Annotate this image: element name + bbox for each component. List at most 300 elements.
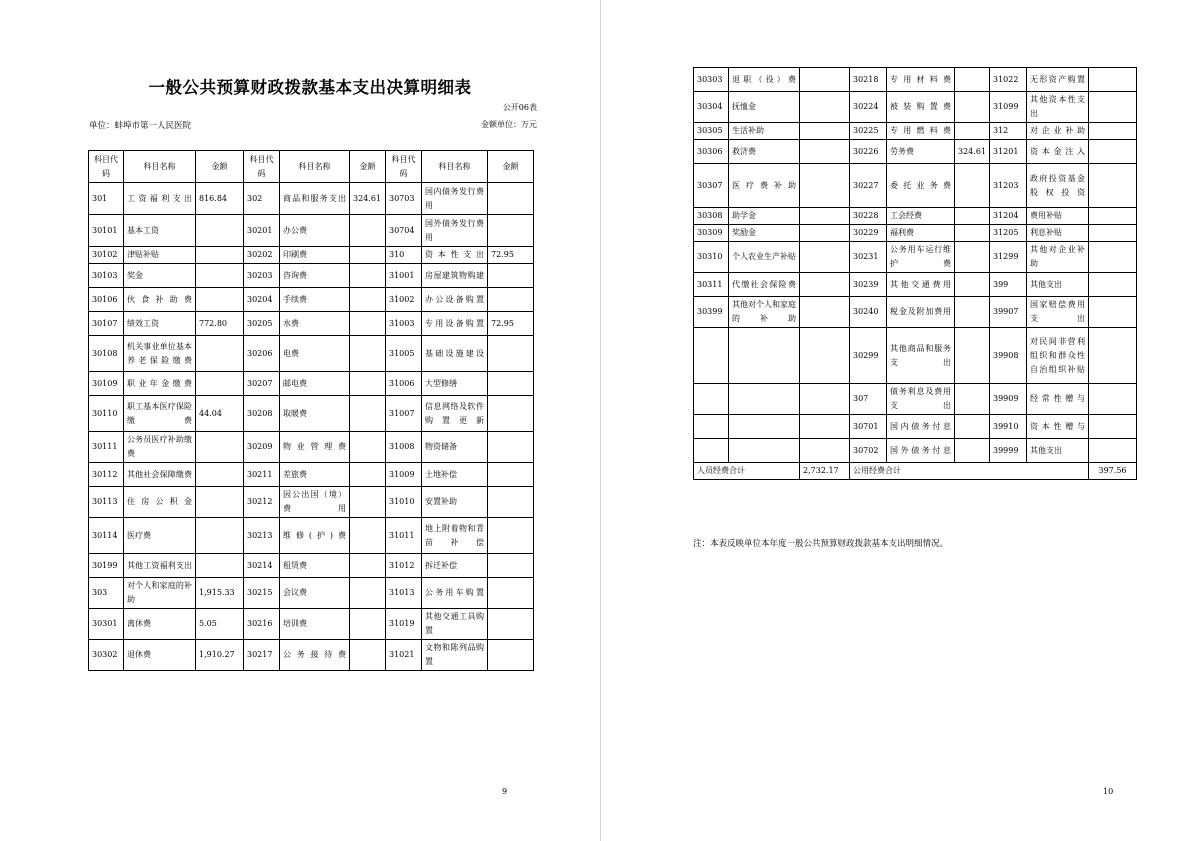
subject-name-cell: 差旅费 <box>280 463 350 487</box>
public-total-value: 397.56 <box>1089 463 1137 480</box>
amount-cell <box>1089 439 1137 463</box>
subject-name-cell: 基础设施建设 <box>422 336 488 372</box>
table-row <box>89 640 534 671</box>
subject-code-cell: 30231 <box>850 242 887 273</box>
subject-code-cell: 31005 <box>386 336 422 372</box>
subject-code-cell: 310 <box>386 247 422 264</box>
subject-code-cell: 30207 <box>244 372 280 396</box>
subject-code-cell: 30102 <box>89 247 124 264</box>
table-row <box>694 328 1137 384</box>
subject-name-cell: 住房公积金 <box>124 487 196 518</box>
subject-name-cell: 经常性赠与 <box>1027 384 1089 415</box>
amount-cell <box>350 609 386 640</box>
report-title: 一般公共预算财政拨款基本支出决算明细表 <box>148 78 472 97</box>
header-cell: 金额 <box>350 151 386 183</box>
subject-code-cell: 31012 <box>386 554 422 578</box>
header-cell: 金额 <box>488 151 534 183</box>
amount-cell <box>955 273 990 297</box>
personnel-total-value: 2,732.17 <box>800 463 850 480</box>
subject-name-cell: 咨询费 <box>280 264 350 288</box>
subject-name-cell: 国内债务付息 <box>887 415 955 439</box>
subject-code-cell: 30107 <box>89 312 124 336</box>
table-row <box>89 518 534 554</box>
table-row <box>694 208 1137 225</box>
subject-name-cell: 水费 <box>280 312 350 336</box>
subject-code-cell: 30228 <box>850 208 887 225</box>
amount-cell <box>350 336 386 372</box>
subject-name-cell: 助学金 <box>729 208 800 225</box>
table-row <box>89 312 534 336</box>
amount-cell <box>1089 242 1137 273</box>
subject-code-cell: 30113 <box>89 487 124 518</box>
subject-name-cell: 税金及附加费用 <box>887 297 955 328</box>
subject-name-cell: 国外债务付息 <box>887 439 955 463</box>
subject-code-cell: 30299 <box>850 328 887 384</box>
amount-cell: 5.05 <box>196 609 244 640</box>
totals-row <box>694 463 1137 480</box>
amount-unit: 金额单位：万元 <box>481 120 537 129</box>
subject-code-cell: 30226 <box>850 140 887 164</box>
amount-cell <box>955 415 990 439</box>
table-row <box>694 68 1137 92</box>
subject-code-cell: 30214 <box>244 554 280 578</box>
subject-code-cell: 30212 <box>244 487 280 518</box>
subject-code-cell: 30311 <box>694 273 729 297</box>
header-cell: 金额 <box>196 151 244 183</box>
amount-cell <box>800 439 850 463</box>
subject-code-cell: 30101 <box>89 215 124 247</box>
subject-name-cell: 资本性支出 <box>422 247 488 264</box>
subject-name-cell: 费用补贴 <box>1027 208 1089 225</box>
amount-cell <box>196 264 244 288</box>
amount-cell <box>1089 415 1137 439</box>
subject-code-cell: 31002 <box>386 288 422 312</box>
amount-cell <box>196 336 244 372</box>
subject-code-cell: 301 <box>89 183 124 215</box>
amount-cell <box>488 264 534 288</box>
subject-name-cell: 基本工资 <box>124 215 196 247</box>
subject-name-cell: 公务用车运行维护费 <box>887 242 955 273</box>
amount-cell <box>800 164 850 208</box>
table-row <box>694 92 1137 123</box>
subject-name-cell: 抚恤金 <box>729 92 800 123</box>
amount-cell <box>1089 123 1137 140</box>
amount-cell <box>1089 225 1137 242</box>
amount-cell: 816.84 <box>196 183 244 215</box>
subject-code-cell: 31205 <box>990 225 1027 242</box>
amount-cell <box>488 288 534 312</box>
subject-code-cell: 30114 <box>89 518 124 554</box>
subject-code-cell: 30216 <box>244 609 280 640</box>
table-row <box>694 415 1137 439</box>
amount-cell <box>350 487 386 518</box>
amount-cell <box>1089 328 1137 384</box>
subject-name-cell: 商品和服务支出 <box>280 183 350 215</box>
subject-name-cell: 工资福利支出 <box>124 183 196 215</box>
header-cell: 科目代码 <box>386 151 422 183</box>
table-row <box>694 384 1137 415</box>
subject-name-cell: 机关事业单位基本养老保险缴费 <box>124 336 196 372</box>
subject-name-cell: 信息网络及软件购置更新 <box>422 396 488 432</box>
subject-name-cell: 职业年金缴费 <box>124 372 196 396</box>
subject-code-cell: 30208 <box>244 396 280 432</box>
subject-name-cell: 其他资本性支出 <box>1027 92 1089 123</box>
subject-code-cell: 30112 <box>89 463 124 487</box>
amount-cell <box>350 554 386 578</box>
amount-cell <box>350 463 386 487</box>
subject-name-cell: 伙食补助费 <box>124 288 196 312</box>
amount-cell <box>800 297 850 328</box>
subject-code-cell: 31007 <box>386 396 422 432</box>
subject-name-cell: 资本金注入 <box>1027 140 1089 164</box>
amount-cell <box>488 487 534 518</box>
subject-code-cell: 39909 <box>990 384 1027 415</box>
subject-name-cell: 公务员医疗补助缴费 <box>124 432 196 463</box>
subject-name-cell: 取暖费 <box>280 396 350 432</box>
subject-name-cell <box>729 439 800 463</box>
subject-code-cell: 30309 <box>694 225 729 242</box>
amount-cell <box>350 247 386 264</box>
subject-code-cell: 30224 <box>850 92 887 123</box>
subject-name-cell: 安置补助 <box>422 487 488 518</box>
subject-name-cell: 对企业补助 <box>1027 123 1089 140</box>
subject-code-cell: 31011 <box>386 518 422 554</box>
amount-cell <box>350 215 386 247</box>
table-row <box>89 432 534 463</box>
subject-name-cell: 国外债务发行费用 <box>422 215 488 247</box>
amount-cell <box>350 288 386 312</box>
subject-name-cell: 文物和陈列品购置 <box>422 640 488 671</box>
subject-code-cell <box>694 415 729 439</box>
subject-code-cell: 39910 <box>990 415 1027 439</box>
amount-cell <box>1089 140 1137 164</box>
subject-code-cell: 30111 <box>89 432 124 463</box>
subject-code-cell: 30106 <box>89 288 124 312</box>
amount-cell <box>1089 297 1137 328</box>
subject-code-cell: 30202 <box>244 247 280 264</box>
subject-name-cell: 物业管理费 <box>280 432 350 463</box>
amount-cell: 72.95 <box>488 247 534 264</box>
table-row <box>89 288 534 312</box>
subject-code-cell: 30310 <box>694 242 729 273</box>
subject-name-cell: 无形资产购置 <box>1027 68 1089 92</box>
subject-name-cell: 利息补贴 <box>1027 225 1089 242</box>
table-header-row <box>89 151 534 183</box>
subject-name-cell: 电费 <box>280 336 350 372</box>
amount-cell <box>350 640 386 671</box>
public-total-label: 公用经费合计 <box>850 463 1089 480</box>
subject-code-cell: 30109 <box>89 372 124 396</box>
subject-code-cell: 30217 <box>244 640 280 671</box>
subject-code-cell: 303 <box>89 578 124 609</box>
subject-name-cell: 房屋建筑物购建 <box>422 264 488 288</box>
amount-cell: 324.61 <box>955 140 990 164</box>
subject-code-cell: 31021 <box>386 640 422 671</box>
table-row <box>89 609 534 640</box>
subject-name-cell: 手续费 <box>280 288 350 312</box>
subject-name-cell: 绩效工资 <box>124 312 196 336</box>
subject-code-cell: 30704 <box>386 215 422 247</box>
table-row <box>694 140 1137 164</box>
amount-cell <box>196 463 244 487</box>
page-number-right: 10 <box>1103 787 1114 796</box>
subject-code-cell: 30199 <box>89 554 124 578</box>
table-row <box>89 247 534 264</box>
page-number-left: 9 <box>502 787 508 796</box>
subject-name-cell: 大型修缮 <box>422 372 488 396</box>
amount-cell <box>196 215 244 247</box>
subject-code-cell: 30399 <box>694 297 729 328</box>
subject-name-cell: 邮电费 <box>280 372 350 396</box>
amount-cell <box>955 92 990 123</box>
expenditure-table-right <box>693 67 1137 480</box>
subject-name-cell: 维修(护)费 <box>280 518 350 554</box>
amount-cell <box>488 183 534 215</box>
amount-cell <box>196 288 244 312</box>
subject-name-cell: 奖励金 <box>729 225 800 242</box>
subject-name-cell <box>729 415 800 439</box>
subject-code-cell: 31299 <box>990 242 1027 273</box>
amount-cell <box>800 208 850 225</box>
amount-cell <box>350 578 386 609</box>
amount-cell: 772.80 <box>196 312 244 336</box>
amount-cell <box>196 432 244 463</box>
subject-code-cell: 30301 <box>89 609 124 640</box>
amount-cell <box>955 242 990 273</box>
subject-name-cell: 专用材料费 <box>887 68 955 92</box>
subject-name-cell: 福利费 <box>887 225 955 242</box>
amount-cell <box>800 415 850 439</box>
subject-name-cell: 资本性赠与 <box>1027 415 1089 439</box>
table-row <box>694 439 1137 463</box>
amount-cell <box>196 554 244 578</box>
subject-name-cell: 公务接待费 <box>280 640 350 671</box>
subject-name-cell: 专用燃料费 <box>887 123 955 140</box>
amount-cell <box>955 225 990 242</box>
amount-cell <box>800 68 850 92</box>
subject-code-cell: 30225 <box>850 123 887 140</box>
table-row <box>89 554 534 578</box>
subject-code-cell: 31009 <box>386 463 422 487</box>
subject-code-cell: 30227 <box>850 164 887 208</box>
subject-code-cell: 307 <box>850 384 887 415</box>
amount-cell <box>196 372 244 396</box>
subject-name-cell: 个人农业生产补贴 <box>729 242 800 273</box>
subject-code-cell: 30302 <box>89 640 124 671</box>
table-row <box>89 264 534 288</box>
amount-cell <box>488 432 534 463</box>
table-row <box>89 336 534 372</box>
subject-code-cell: 30211 <box>244 463 280 487</box>
amount-cell <box>1089 164 1137 208</box>
subject-code-cell: 399 <box>990 273 1027 297</box>
subject-name-cell: 公务用车购置 <box>422 578 488 609</box>
subject-name-cell: 工会经费 <box>887 208 955 225</box>
subject-name-cell: 租赁费 <box>280 554 350 578</box>
subject-code-cell: 31008 <box>386 432 422 463</box>
subject-name-cell: 委托业务费 <box>887 164 955 208</box>
table-row <box>89 487 534 518</box>
table-row <box>694 225 1137 242</box>
header-cell: 科目代码 <box>89 151 124 183</box>
subject-name-cell: 离休费 <box>124 609 196 640</box>
subject-name-cell: 专用设备购置 <box>422 312 488 336</box>
amount-cell <box>955 439 990 463</box>
amount-cell <box>488 396 534 432</box>
subject-code-cell: 39908 <box>990 328 1027 384</box>
subject-name-cell: 津贴补贴 <box>124 247 196 264</box>
amount-cell <box>1089 68 1137 92</box>
subject-name-cell: 其他工资福利支出 <box>124 554 196 578</box>
subject-code-cell: 30103 <box>89 264 124 288</box>
subject-name-cell: 其他交通工具购置 <box>422 609 488 640</box>
subject-code-cell: 31001 <box>386 264 422 288</box>
subject-code-cell: 30203 <box>244 264 280 288</box>
subject-code-cell: 30201 <box>244 215 280 247</box>
subject-name-cell: 其他社会保障缴费 <box>124 463 196 487</box>
amount-cell <box>1089 92 1137 123</box>
subject-code-cell: 30204 <box>244 288 280 312</box>
amount-cell <box>488 518 534 554</box>
table-row <box>694 123 1137 140</box>
subject-name-cell: 其他商品和服务支出 <box>887 328 955 384</box>
subject-code-cell: 30108 <box>89 336 124 372</box>
subject-code-cell: 30110 <box>89 396 124 432</box>
subject-code-cell: 312 <box>990 123 1027 140</box>
header-cell: 科目代码 <box>244 151 280 183</box>
subject-code-cell: 302 <box>244 183 280 215</box>
subject-name-cell: 国家赔偿费用支出 <box>1027 297 1089 328</box>
subject-name-cell: 办公设备购置 <box>422 288 488 312</box>
amount-cell <box>196 487 244 518</box>
subject-name-cell: 物资储备 <box>422 432 488 463</box>
subject-name-cell: 其他交通费用 <box>887 273 955 297</box>
table-row <box>694 297 1137 328</box>
subject-name-cell: 其他对企业补助 <box>1027 242 1089 273</box>
subject-name-cell: 国内债务发行费用 <box>422 183 488 215</box>
amount-cell <box>955 68 990 92</box>
amount-cell <box>800 92 850 123</box>
subject-name-cell: 拆迁补偿 <box>422 554 488 578</box>
amount-cell <box>196 247 244 264</box>
subject-name-cell: 土地补偿 <box>422 463 488 487</box>
amount-cell <box>800 328 850 384</box>
amount-cell <box>488 609 534 640</box>
header-cell: 科目名称 <box>124 151 196 183</box>
subject-code-cell: 31022 <box>990 68 1027 92</box>
subject-name-cell: 债务利息及费用支出 <box>887 384 955 415</box>
amount-cell <box>350 312 386 336</box>
subject-name-cell: 办公费 <box>280 215 350 247</box>
subject-name-cell: 会议费 <box>280 578 350 609</box>
subject-code-cell: 31201 <box>990 140 1027 164</box>
expenditure-table-left <box>88 150 534 671</box>
subject-name-cell: 对民间非营利组织和群众性自治组织补贴 <box>1027 328 1089 384</box>
amount-cell: 1,910.27 <box>196 640 244 671</box>
amount-cell <box>350 432 386 463</box>
subject-code-cell: 30702 <box>850 439 887 463</box>
table-row <box>89 183 534 215</box>
table-row <box>694 273 1137 297</box>
subject-name-cell: 印刷费 <box>280 247 350 264</box>
amount-cell <box>350 518 386 554</box>
table-footnote: 注：本表反映单位本年度一般公共预算财政拨款基本支出明细情况。 <box>693 539 949 549</box>
subject-name-cell: 生活补助 <box>729 123 800 140</box>
amount-cell <box>800 273 850 297</box>
subject-code-cell: 30306 <box>694 140 729 164</box>
amount-cell <box>955 123 990 140</box>
subject-name-cell <box>729 384 800 415</box>
header-cell: 科目名称 <box>422 151 488 183</box>
amount-cell <box>350 396 386 432</box>
subject-name-cell: 因公出国（境）费用 <box>280 487 350 518</box>
subject-name-cell: 退休费 <box>124 640 196 671</box>
subject-code-cell <box>694 384 729 415</box>
amount-cell <box>196 518 244 554</box>
subject-code-cell: 30703 <box>386 183 422 215</box>
subject-name-cell: 对个人和家庭的补助 <box>124 578 196 609</box>
header-cell: 科目名称 <box>280 151 350 183</box>
subject-name-cell: 职工基本医疗保险缴费 <box>124 396 196 432</box>
subject-code-cell: 30205 <box>244 312 280 336</box>
subject-code-cell <box>694 328 729 384</box>
amount-cell <box>488 463 534 487</box>
amount-cell <box>1089 273 1137 297</box>
amount-cell <box>955 208 990 225</box>
subject-code-cell: 31003 <box>386 312 422 336</box>
amount-cell <box>350 264 386 288</box>
subject-name-cell: 其他对个人和家庭的补助 <box>729 297 800 328</box>
amount-cell <box>800 140 850 164</box>
subject-name-cell: 医疗费 <box>124 518 196 554</box>
amount-cell <box>800 242 850 273</box>
personnel-total-label: 人员经费合计 <box>694 463 800 480</box>
amount-cell: 324.61 <box>350 183 386 215</box>
amount-cell <box>1089 208 1137 225</box>
subject-code-cell: 31099 <box>990 92 1027 123</box>
amount-cell <box>955 164 990 208</box>
subject-code-cell: 31010 <box>386 487 422 518</box>
subject-code-cell: 30701 <box>850 415 887 439</box>
subject-code-cell: 30305 <box>694 123 729 140</box>
subject-name-cell: 医疗费补助 <box>729 164 800 208</box>
subject-name-cell: 被装购置费 <box>887 92 955 123</box>
amount-cell <box>488 554 534 578</box>
table-row <box>89 578 534 609</box>
subject-name-cell: 退职（役）费 <box>729 68 800 92</box>
subject-code-cell: 30308 <box>694 208 729 225</box>
reporting-unit: 单位：蚌埠市第一人民医院 <box>89 121 192 131</box>
table-code: 公开06表 <box>502 103 537 112</box>
amount-cell <box>955 328 990 384</box>
subject-name-cell: 救济费 <box>729 140 800 164</box>
amount-cell <box>488 372 534 396</box>
subject-code-cell: 30229 <box>850 225 887 242</box>
subject-code-cell: 31006 <box>386 372 422 396</box>
subject-code-cell: 31204 <box>990 208 1027 225</box>
subject-code-cell: 30239 <box>850 273 887 297</box>
subject-code-cell: 31203 <box>990 164 1027 208</box>
table-row <box>89 215 534 247</box>
subject-name-cell: 地上附着物和青苗补偿 <box>422 518 488 554</box>
subject-name-cell: 其他支出 <box>1027 273 1089 297</box>
amount-cell <box>488 215 534 247</box>
subject-code-cell: 39999 <box>990 439 1027 463</box>
subject-name-cell: 政府投资基金股权投资 <box>1027 164 1089 208</box>
subject-code-cell: 30213 <box>244 518 280 554</box>
subject-code-cell: 30215 <box>244 578 280 609</box>
amount-cell <box>800 225 850 242</box>
